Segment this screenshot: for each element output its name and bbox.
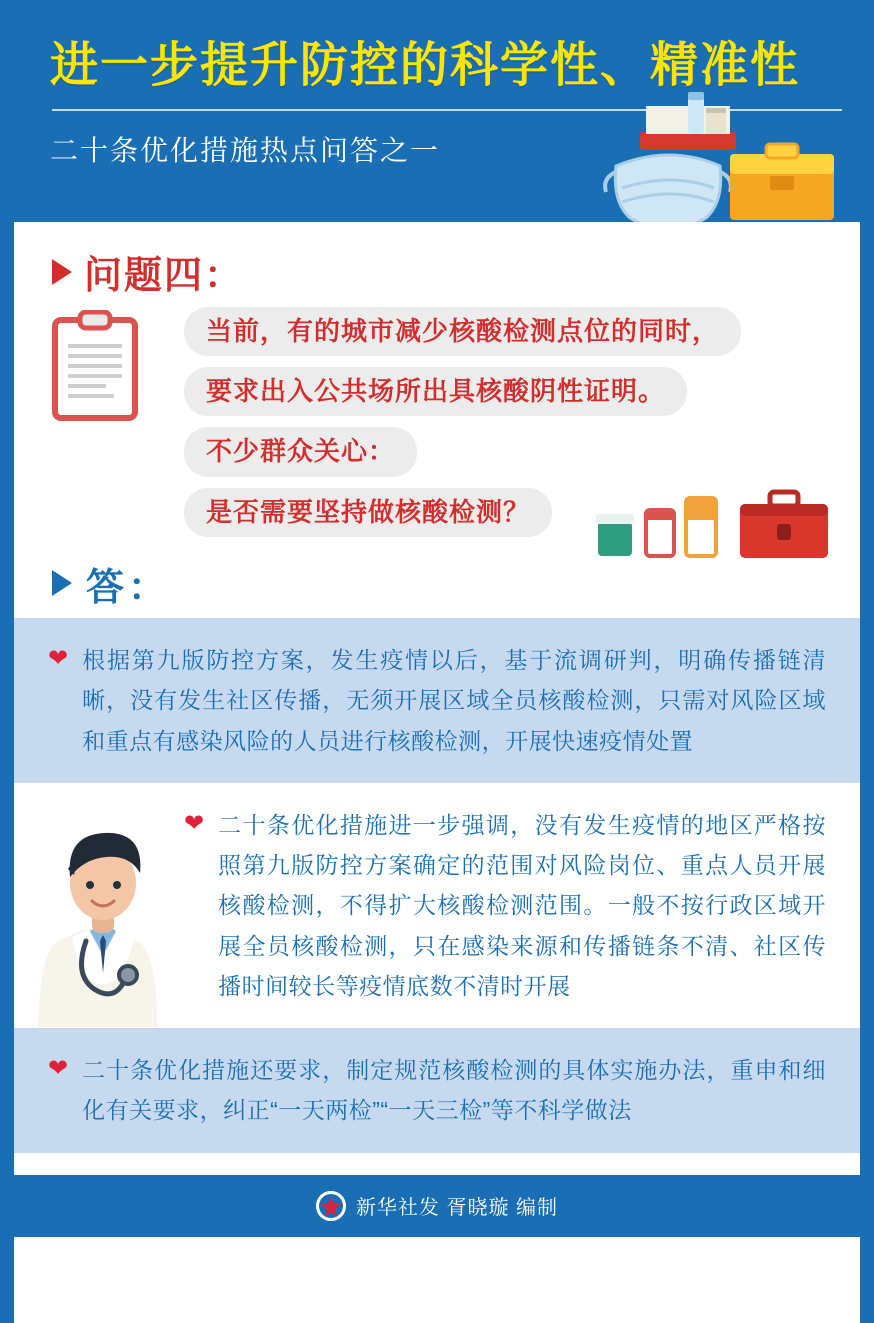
triangle-bullet-icon — [52, 259, 72, 285]
xinhua-logo-icon — [316, 1191, 346, 1221]
medical-supplies-illustration — [600, 92, 850, 222]
question-label: 问题四： — [84, 255, 245, 297]
question-section — [14, 222, 860, 618]
footer-credit: 新华社发 胥晓璇 编制 — [355, 1197, 559, 1219]
doctor-illustration — [28, 791, 178, 1031]
question-line: 当前，有的城市减少核酸检测点位的同时， — [184, 307, 741, 356]
medical-kit-illustration — [594, 452, 834, 572]
heart-bullet-icon: ❤ — [48, 1055, 69, 1082]
clipboard-icon — [52, 310, 138, 422]
answer-text: 根据第九版防控方案，发生疫情以后，基于流调研判，明确传播链清晰，没有发生社区传播，无须开展区域全员核酸检测，只需对风险区域和重点有感染风险的人员进行核酸检测，开展快速疫情处置 — [82, 647, 826, 754]
answer-block-3 — [14, 1028, 860, 1153]
answer-block-2 — [14, 783, 860, 1028]
poster-footer — [14, 1175, 860, 1237]
footer-spacer — [14, 1153, 860, 1175]
triangle-bullet-icon — [52, 570, 72, 596]
heart-bullet-icon: ❤ — [48, 645, 69, 672]
heart-bullet-icon: ❤ — [184, 809, 205, 837]
question-heading — [52, 244, 830, 299]
question-line: 要求出入公共场所出具核酸阴性证明。 — [184, 367, 687, 416]
page-subtitle: 二十条优化措施热点问答之一 — [50, 135, 441, 167]
question-line: 不少群众关心： — [184, 427, 417, 476]
question-line: 是否需要坚持做核酸检测？ — [184, 488, 552, 537]
page-title: 进一步提升防控的科学性、精准性 — [50, 39, 801, 92]
answer-block-1 — [14, 618, 860, 783]
answer-text: 二十条优化措施还要求，制定规范核酸检测的具体实施办法，重申和细化有关要求，纠正“一天两检”“一天三检”等不科学做法 — [82, 1057, 826, 1124]
answer-label: 答： — [86, 566, 171, 609]
poster-header — [14, 12, 860, 222]
answer-text: 二十条优化措施进一步强调，没有发生疫情的地区严格按照第九版防控方案确定的范围对风险岗位、重点人员开展核酸检测，不得扩大核酸检测范围。一般不按行政区域开展全员核酸检测，只在感染来源和传播链条不清、社区传播时间较长等疫情底数不清时开展 — [218, 811, 826, 999]
